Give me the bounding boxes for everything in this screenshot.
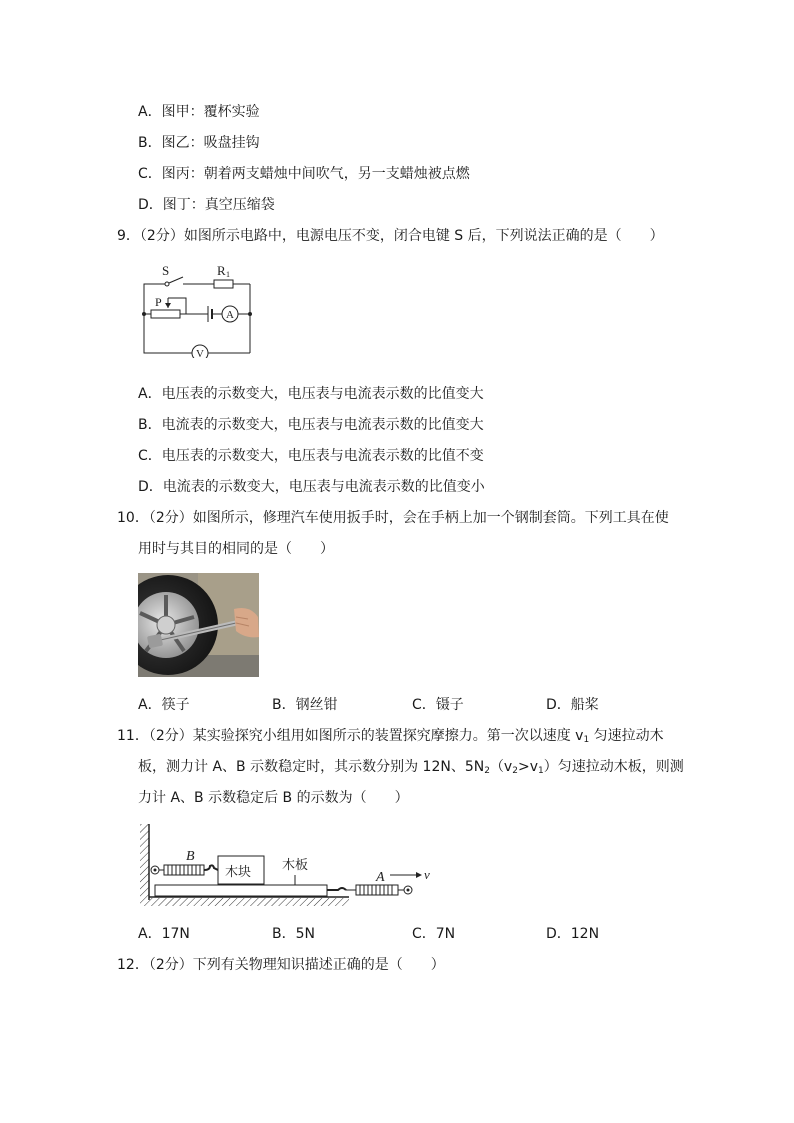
q10-stem-line2: 用时与其目的相同的是（ ） <box>138 541 334 557</box>
q9-option-a: A．电压表的示数变大，电压表与电流表示数的比值变大 <box>138 386 484 402</box>
q9-label-resistor-sub: 1 <box>226 270 230 279</box>
q8-option-c: C．图丙：朝着两支蜡烛中间吹气，另一支蜡烛被点燃 <box>138 166 470 182</box>
q11-label-block: 木块 <box>225 865 252 880</box>
q8-option-b: B．图乙：吸盘挂钩 <box>138 135 260 151</box>
q8-option-a: A．图甲：覆杯实验 <box>138 104 260 120</box>
q9-circuit-diagram <box>138 258 263 358</box>
q10-option-c: C．镊子 <box>412 697 464 713</box>
q9-option-b: B．电流表的示数变大，电压表与电流表示数的比值变大 <box>138 417 484 433</box>
q9-label-voltmeter: V <box>196 348 204 358</box>
q10-option-a: A．筷子 <box>138 697 190 713</box>
q11-stem-line1: 11．（2分）某实验探究小组用如图所示的装置探究摩擦力。第一次以速度 $v_1$ 匀速拉动木 <box>117 728 664 745</box>
q9-stem: 9．（2分）如图所示电路中，电源电压不变，闭合电键 S 后，下列说法正确的是（ ） <box>117 228 664 244</box>
q11-option-d: D．12N <box>546 926 600 942</box>
q10-option-b: B．钢丝钳 <box>272 697 338 713</box>
q10-stem-line1: 10．（2分）如图所示，修理汽车使用扳手时，会在手柄上加一个钢制套筒。下列工具在使 <box>117 510 669 526</box>
q9-label-slider: P <box>155 295 162 309</box>
q11-friction-apparatus-diagram <box>138 820 438 910</box>
q10-wrench-photo <box>138 573 259 677</box>
q9-option-c: C．电压表的示数变大，电压表与电流表示数的比值不变 <box>138 448 484 464</box>
q11-stem-line2: 板，测力计 A、B 示数稳定时，其示数分别为 12N、$5N_2(v_2>v_1)$匀速拉动木板，则测 <box>138 759 684 776</box>
q12-stem: 12．（2分）下列有关物理知识描述正确的是（ ） <box>117 957 445 973</box>
q10-option-d: D．船桨 <box>546 697 599 713</box>
q11-option-b: B．5N <box>272 926 315 942</box>
q11-option-c: C．7N <box>412 926 456 942</box>
q11-label-velocity: v <box>424 867 430 882</box>
q9-label-switch: S <box>162 263 170 278</box>
q11-option-a: A．17N <box>138 926 190 942</box>
q8-option-d: D．图丁：真空压缩袋 <box>138 197 275 213</box>
q11-label-board: 木板 <box>282 858 309 873</box>
q11-label-meter-a: A <box>376 870 385 885</box>
q9-label-ammeter: A <box>226 309 234 321</box>
q9-option-d: D．电流表的示数变大，电压表与电流表示数的比值变小 <box>138 479 485 495</box>
q9-label-resistor: R <box>217 263 226 278</box>
q11-label-meter-b: B <box>186 849 195 864</box>
q11-stem-line3: 力计 A、B 示数稳定后 B 的示数为（ ） <box>138 790 409 806</box>
